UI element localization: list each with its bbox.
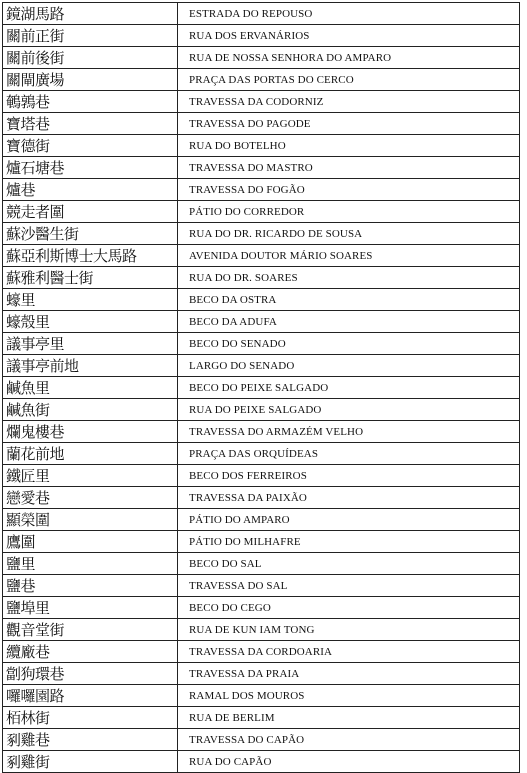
table-row	[3, 69, 520, 91]
chinese-street-name: 關閘廣場	[3, 69, 178, 91]
table-row	[3, 355, 520, 377]
table-row	[3, 223, 520, 245]
portuguese-street-name: RUA DE BERLIM	[178, 707, 520, 729]
portuguese-street-name: AVENIDA DOUTOR MÁRIO SOARES	[178, 245, 520, 267]
chinese-street-name: 剢雞巷	[3, 729, 178, 751]
portuguese-street-name: BECO DO CEGO	[178, 597, 520, 619]
chinese-street-name: 鹽埠里	[3, 597, 178, 619]
portuguese-street-name: TRAVESSA DO PAGODE	[178, 113, 520, 135]
chinese-street-name: 蠔里	[3, 289, 178, 311]
chinese-street-name: 鹽巷	[3, 575, 178, 597]
chinese-street-name: 蘇亞利斯博士大馬路	[3, 245, 178, 267]
portuguese-street-name: BECO DOS FERREIROS	[178, 465, 520, 487]
table-row	[3, 267, 520, 289]
chinese-street-name: 纜廠巷	[3, 641, 178, 663]
portuguese-street-name: TRAVESSA DO MASTRO	[178, 157, 520, 179]
portuguese-street-name: PÁTIO DO AMPARO	[178, 509, 520, 531]
table-row	[3, 135, 520, 157]
chinese-street-name: 鐵匠里	[3, 465, 178, 487]
chinese-street-name: 栢林街	[3, 707, 178, 729]
table-row	[3, 443, 520, 465]
table-row	[3, 487, 520, 509]
table-row	[3, 113, 520, 135]
chinese-street-name: 剢雞街	[3, 751, 178, 773]
table-row	[3, 201, 520, 223]
portuguese-street-name: RUA DE NOSSA SENHORA DO AMPARO	[178, 47, 520, 69]
chinese-street-name: 囉囉園路	[3, 685, 178, 707]
table-row	[3, 531, 520, 553]
chinese-street-name: 蘇沙醫生街	[3, 223, 178, 245]
chinese-street-name: 蘇雅利醫士街	[3, 267, 178, 289]
portuguese-street-name: TRAVESSA DA PAIXÃO	[178, 487, 520, 509]
table-row	[3, 333, 520, 355]
table-row	[3, 245, 520, 267]
portuguese-street-name: TRAVESSA DO FOGÃO	[178, 179, 520, 201]
table-row	[3, 47, 520, 69]
table-row	[3, 729, 520, 751]
chinese-street-name: 議事亭里	[3, 333, 178, 355]
table-row	[3, 707, 520, 729]
chinese-street-name: 鹽里	[3, 553, 178, 575]
chinese-street-name: 關前正街	[3, 25, 178, 47]
table-row	[3, 465, 520, 487]
table-row	[3, 157, 520, 179]
street-name-rows	[3, 3, 520, 773]
portuguese-street-name: RUA DO DR. SOARES	[178, 267, 520, 289]
portuguese-street-name: BECO DA ADUFA	[178, 311, 520, 333]
table-row	[3, 289, 520, 311]
chinese-street-name: 顯榮圍	[3, 509, 178, 531]
chinese-street-name: 觀音堂街	[3, 619, 178, 641]
table-row	[3, 641, 520, 663]
portuguese-street-name: BECO DO PEIXE SALGADO	[178, 377, 520, 399]
portuguese-street-name: TRAVESSA DA CORDOARIA	[178, 641, 520, 663]
portuguese-street-name: RUA DE KUN IAM TONG	[178, 619, 520, 641]
table-row	[3, 553, 520, 575]
table-row	[3, 25, 520, 47]
portuguese-street-name: RUA DO CAPÃO	[178, 751, 520, 773]
table-row	[3, 619, 520, 641]
portuguese-street-name: RUA DO BOTELHO	[178, 135, 520, 157]
table-row	[3, 311, 520, 333]
table-row	[3, 751, 520, 773]
table-row	[3, 179, 520, 201]
portuguese-street-name: TRAVESSA DA CODORNIZ	[178, 91, 520, 113]
portuguese-street-name: BECO DO SAL	[178, 553, 520, 575]
table-row	[3, 91, 520, 113]
chinese-street-name: 競走者圍	[3, 201, 178, 223]
table-row	[3, 399, 520, 421]
table-row	[3, 509, 520, 531]
street-name-table	[2, 2, 520, 773]
portuguese-street-name: TRAVESSA DO SAL	[178, 575, 520, 597]
portuguese-street-name: PRAÇA DAS ORQUÍDEAS	[178, 443, 520, 465]
chinese-street-name: 爐巷	[3, 179, 178, 201]
portuguese-street-name: PÁTIO DO CORREDOR	[178, 201, 520, 223]
portuguese-street-name: BECO DO SENADO	[178, 333, 520, 355]
table-row	[3, 377, 520, 399]
portuguese-street-name: PÁTIO DO MILHAFRE	[178, 531, 520, 553]
chinese-street-name: 鵪鶉巷	[3, 91, 178, 113]
chinese-street-name: 鏡湖馬路	[3, 3, 178, 25]
portuguese-street-name: RUA DO PEIXE SALGADO	[178, 399, 520, 421]
portuguese-street-name: BECO DA OSTRA	[178, 289, 520, 311]
portuguese-street-name: RAMAL DOS MOUROS	[178, 685, 520, 707]
portuguese-street-name: TRAVESSA DO ARMAZÉM VELHO	[178, 421, 520, 443]
portuguese-street-name: TRAVESSA DA PRAIA	[178, 663, 520, 685]
portuguese-street-name: RUA DO DR. RICARDO DE SOUSA	[178, 223, 520, 245]
table-row	[3, 575, 520, 597]
portuguese-street-name: RUA DOS ERVANÁRIOS	[178, 25, 520, 47]
portuguese-street-name: LARGO DO SENADO	[178, 355, 520, 377]
portuguese-street-name: PRAÇA DAS PORTAS DO CERCO	[178, 69, 520, 91]
portuguese-street-name: ESTRADA DO REPOUSO	[178, 3, 520, 25]
chinese-street-name: 鷹圍	[3, 531, 178, 553]
chinese-street-name: 爛鬼樓巷	[3, 421, 178, 443]
chinese-street-name: 鹹魚街	[3, 399, 178, 421]
chinese-street-name: 戀愛巷	[3, 487, 178, 509]
table-row	[3, 685, 520, 707]
table-row	[3, 663, 520, 685]
chinese-street-name: 議事亭前地	[3, 355, 178, 377]
chinese-street-name: 蘭花前地	[3, 443, 178, 465]
chinese-street-name: 寶塔巷	[3, 113, 178, 135]
chinese-street-name: 鹹魚里	[3, 377, 178, 399]
chinese-street-name: 爐石塘巷	[3, 157, 178, 179]
chinese-street-name: 蠔殼里	[3, 311, 178, 333]
chinese-street-name: 寶德街	[3, 135, 178, 157]
table-row	[3, 597, 520, 619]
chinese-street-name: 關前後街	[3, 47, 178, 69]
portuguese-street-name: TRAVESSA DO CAPÃO	[178, 729, 520, 751]
table-row	[3, 421, 520, 443]
table-row	[3, 3, 520, 25]
chinese-street-name: 劏狗環巷	[3, 663, 178, 685]
